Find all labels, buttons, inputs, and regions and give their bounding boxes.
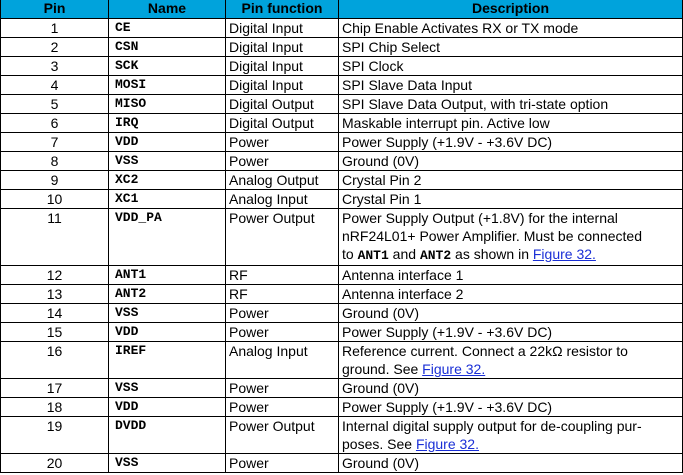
pin-name: VSS (109, 379, 226, 398)
pin-name: VDD_PA (109, 209, 226, 266)
pin-number: 13 (1, 285, 109, 304)
ant1-pin-ref: ANT1 (357, 248, 389, 263)
pin-number: 19 (1, 417, 109, 454)
description-text: to (342, 246, 358, 262)
pin-number: 5 (1, 95, 109, 114)
pin-name: VSS (109, 454, 226, 473)
pin-function: Analog Input (226, 342, 339, 379)
pin-function: Digital Input (226, 38, 339, 57)
pin-function: Analog Output (226, 171, 339, 190)
pin-description: Power Supply (+1.9V - +3.6V DC) (339, 133, 683, 152)
table-row (1, 209, 683, 266)
description-text: and (388, 246, 420, 262)
pin-name: VDD (109, 133, 226, 152)
pin-number: 10 (1, 190, 109, 209)
pin-number: 18 (1, 398, 109, 417)
description-text: as shown in (451, 246, 533, 262)
pin-description: SPI Slave Data Input (339, 76, 683, 95)
pin-description: Crystal Pin 2 (339, 171, 683, 190)
pin-description: Antenna interface 2 (339, 285, 683, 304)
description-line: Power Supply Output (+1.8V) for the internal (342, 210, 618, 226)
pin-name: CE (109, 19, 226, 38)
header-description: Description (339, 0, 683, 19)
pin-number: 11 (1, 209, 109, 266)
pin-number: 2 (1, 38, 109, 57)
table-row (1, 454, 683, 473)
table-row (1, 171, 683, 190)
pin-function: Digital Output (226, 95, 339, 114)
pin-description (339, 209, 683, 266)
table-row (1, 38, 683, 57)
table-row (1, 19, 683, 38)
pin-name: XC2 (109, 171, 226, 190)
pin-function: Digital Input (226, 57, 339, 76)
pin-function: Digital Input (226, 76, 339, 95)
pin-function: Digital Output (226, 114, 339, 133)
table-row (1, 379, 683, 398)
table-row (1, 266, 683, 285)
pin-name: ANT2 (109, 285, 226, 304)
pin-function: RF (226, 266, 339, 285)
pin-number: 4 (1, 76, 109, 95)
description-text: poses. See (342, 436, 416, 452)
pin-name: VDD (109, 323, 226, 342)
pin-name: VSS (109, 152, 226, 171)
pin-name: CSN (109, 38, 226, 57)
pin-number: 8 (1, 152, 109, 171)
table-row (1, 76, 683, 95)
description-line: Internal digital supply output for de-coupling pur- (342, 418, 642, 434)
figure-32-link[interactable]: Figure 32. (532, 246, 596, 262)
pin-description: Ground (0V) (339, 152, 683, 171)
table-row (1, 133, 683, 152)
pin-function: Power (226, 398, 339, 417)
pin-function: Power Output (226, 417, 339, 454)
pin-function: Power (226, 133, 339, 152)
ant2-pin-ref: ANT2 (419, 248, 452, 263)
pin-function: Power Output (226, 209, 339, 266)
pin-function: Analog Input (226, 190, 339, 209)
table-row (1, 152, 683, 171)
pin-number: 20 (1, 454, 109, 473)
pin-name: ANT1 (109, 266, 226, 285)
pin-description (339, 342, 683, 379)
pin-number: 12 (1, 266, 109, 285)
pin-name: VDD (109, 398, 226, 417)
pin-name: IREF (109, 342, 226, 379)
pin-description: Ground (0V) (339, 454, 683, 473)
figure-32-link[interactable]: Figure 32. (415, 436, 479, 452)
pin-number: 14 (1, 304, 109, 323)
pin-number: 6 (1, 114, 109, 133)
pin-description: Antenna interface 1 (339, 266, 683, 285)
table-row (1, 398, 683, 417)
pin-number: 9 (1, 171, 109, 190)
table-row (1, 190, 683, 209)
pin-description: Power Supply (+1.9V - +3.6V DC) (339, 323, 683, 342)
pin-description: Power Supply (+1.9V - +3.6V DC) (339, 398, 683, 417)
pin-number: 7 (1, 133, 109, 152)
pin-function: Power (226, 304, 339, 323)
table-row (1, 304, 683, 323)
pin-description: SPI Chip Select (339, 38, 683, 57)
pin-number: 1 (1, 19, 109, 38)
pin-function: Power (226, 323, 339, 342)
pin-function: Power (226, 454, 339, 473)
table-row (1, 342, 683, 379)
pin-name: MISO (109, 95, 226, 114)
pin-description: SPI Slave Data Output, with tri-state option (339, 95, 683, 114)
pin-name: IRQ (109, 114, 226, 133)
table-row (1, 95, 683, 114)
pin-number: 15 (1, 323, 109, 342)
table-row (1, 417, 683, 454)
pin-description: Ground (0V) (339, 379, 683, 398)
pin-function: Digital Input (226, 19, 339, 38)
pin-number: 3 (1, 57, 109, 76)
table-header-row (1, 0, 683, 19)
table-row (1, 323, 683, 342)
description-line: Reference current. Connect a 22kΩ resistor to (342, 343, 628, 359)
pin-name: SCK (109, 57, 226, 76)
header-pin-function: Pin function (226, 0, 339, 19)
table-row (1, 114, 683, 133)
pin-description: SPI Clock (339, 57, 683, 76)
pin-description: Ground (0V) (339, 304, 683, 323)
figure-32-link[interactable]: Figure 32. (422, 361, 486, 377)
description-line: nRF24L01+ Power Amplifier. Must be connected (342, 228, 643, 244)
pin-function: Power (226, 379, 339, 398)
pin-description: Chip Enable Activates RX or TX mode (339, 19, 683, 38)
description-text: ground. See (342, 361, 423, 377)
pin-description: Maskable interrupt pin. Active low (339, 114, 683, 133)
pin-name: MOSI (109, 76, 226, 95)
header-name: Name (109, 0, 226, 19)
pin-function: Power (226, 152, 339, 171)
pin-number: 17 (1, 379, 109, 398)
header-pin: Pin (1, 0, 109, 19)
pin-name: DVDD (109, 417, 226, 454)
pin-description (339, 417, 683, 454)
pin-name: XC1 (109, 190, 226, 209)
table-row (1, 57, 683, 76)
pin-function: RF (226, 285, 339, 304)
pin-name: VSS (109, 304, 226, 323)
pin-number: 16 (1, 342, 109, 379)
pin-description: Crystal Pin 1 (339, 190, 683, 209)
table-row (1, 285, 683, 304)
